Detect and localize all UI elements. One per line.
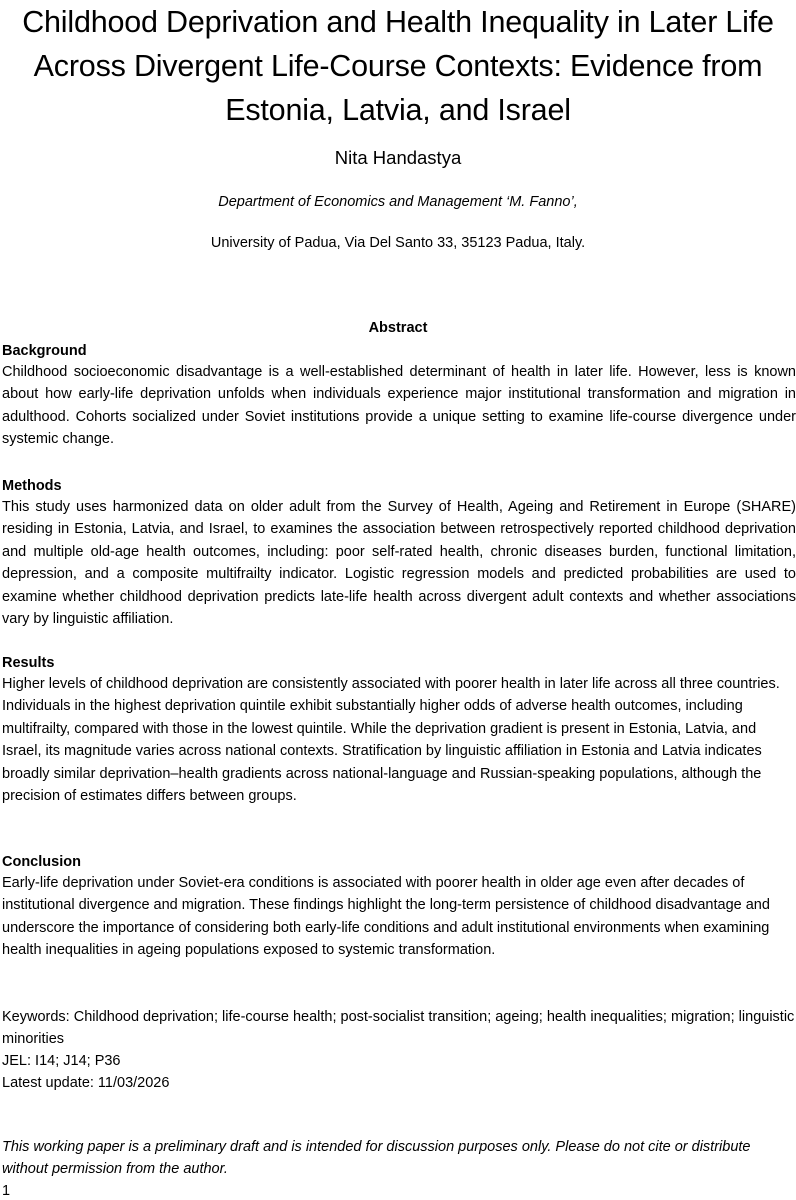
paper-title: Childhood Deprivation and Health Inequality in Later Life Across Divergent Life-Course Contexts: Evidence from Estonia, Latvia, and Israel	[22, 5, 774, 127]
abstract-methods-section	[2, 476, 796, 630]
abstract-conclusion-section	[2, 852, 796, 962]
keywords: Keywords: Childhood deprivation; life-course health; post-socialist transition; ageing; health inequalities; migration; linguistic minorities	[2, 1009, 795, 1048]
conclusion-heading: Conclusion	[2, 854, 81, 870]
author-department: Department of Economics and Management ‘M. Fanno’,	[218, 194, 578, 210]
author-name: Nita Handastya	[334, 147, 462, 168]
methods-text: This study uses harmonized data on older adult from the Survey of Health, Ageing and Retirement in Europe (SHARE) residing in Estonia, Latvia, and Israel, to examines the association between retrospectively reported childhood deprivation and multiple old-age health outcomes, including: poor self-rated health, chronic diseases burden, functional limitation, depression, and a composite multifrailty indicator. Logistic regression models and predicted probabilities are used to examine whether childhood deprivation predicts late-life health across divergent adult contexts and whether associations vary by linguistic affiliation.	[2, 499, 796, 628]
results-heading: Results	[2, 655, 55, 671]
methods-heading: Methods	[2, 478, 62, 494]
conclusion-text: Early-life deprivation under Soviet-era conditions is associated with poorer health in older age even after decades of institutional divergence and migration. These findings highlight the long-term persistence of childhood disadvantage and underscore the importance of considering both early-life conditions and adult institutional environments when examining health inequalities in ageing populations exposed to systemic transformation.	[2, 875, 770, 959]
background-text: Childhood socioeconomic disadvantage is a well-established determinant of health in later life. However, less is known about how early-life deprivation unfolds when individuals experience major institutional transformation and migration in adulthood. Cohorts socialized under Soviet institutions provide a unique setting to examine life-course divergence under systemic change.	[2, 364, 796, 448]
author-university: University of Padua, Via Del Santo 33, 35123 Padua, Italy.	[210, 235, 586, 251]
draft-disclaimer: This working paper is a preliminary draft and is intended for discussion purposes only. Please do not cite or distribute without permission from the author.	[2, 1139, 751, 1178]
latest-update: Latest update: 11/03/2026	[2, 1075, 170, 1091]
abstract-heading: Abstract	[368, 320, 428, 336]
abstract-results-section	[2, 653, 796, 807]
jel-codes: JEL: I14; J14; P36	[2, 1053, 121, 1069]
background-heading: Background	[2, 343, 87, 359]
page-number: 1	[2, 1183, 11, 1199]
results-text: Higher levels of childhood deprivation are consistently associated with poorer health in later life across all three countries. Individuals in the highest deprivation quintile exhibit substantially higher odds of adverse health outcomes, including multifrailty, compared with those in the lowest quintile. While the deprivation gradient is present in Estonia, Latvia, and Israel, its magnitude varies across national contexts. Stratification by linguistic affiliation in Estonia and Latvia indicates broadly similar deprivation–health gradients across national-language and Russian-speaking populations, although the precision of estimates differs between groups.	[2, 676, 780, 805]
abstract-background-section	[2, 341, 796, 451]
